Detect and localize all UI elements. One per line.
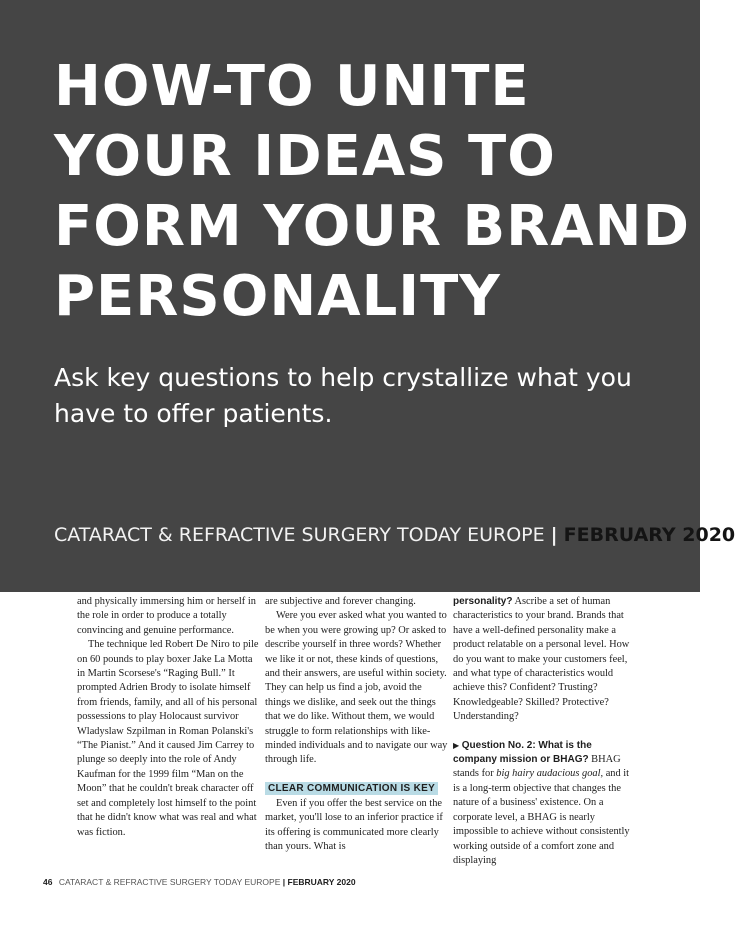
footer-publication: CATARACT & REFRACTIVE SURGERY TODAY EUROPE bbox=[58, 877, 281, 887]
title-line: YOUR IDEAS TO bbox=[54, 124, 556, 189]
paragraph-text: and it is a long-term objective that changes the nature of a business' existence. On a corporate level, a BHAG is nearly impossible to achieve without consistently working outside of a comfort zone and displaying bbox=[453, 768, 630, 866]
paragraph-text: BHAG stands for bbox=[453, 754, 621, 780]
article-subtitle: Ask key questions to help crystallize what you have to offer patients. bbox=[54, 363, 632, 428]
title-line: FORM YOUR BRAND bbox=[54, 194, 690, 259]
lead-question: personality? bbox=[453, 596, 513, 607]
publication-name: CATARACT & REFRACTIVE SURGERY TODAY EUROPE bbox=[54, 524, 545, 546]
title-line: PERSONALITY bbox=[54, 264, 501, 329]
paragraph: The technique led Robert De Niro to pile on 60 pounds to play boxer Jake La Motta in Martin Scorsese's “Raging Bull.” It prompted Adrien Brody to isolate himself from friends, family, and all of his personal possessions to play Holocaust survivor Wladyslaw Szpilman in Roman Polanski's “The Pianist.” And it caused Jim Carrey to plunge so deeply into the role of Andy Kaufman for the 1999 film “Man on the Moon” that he couldn't break character off set and completely lost himself to the point that he didn't know what was real and what was fiction. bbox=[77, 639, 259, 838]
text-column-2 bbox=[265, 595, 449, 855]
publication-line bbox=[54, 524, 735, 546]
triangle-bullet-icon: ▶ bbox=[453, 740, 460, 750]
question-heading: Question No. 2: What is the company mission or BHAG? bbox=[453, 739, 592, 766]
paragraph: Even if you offer the best service on the market, you'll lose to an inferior practice if its offering is communicated more clearly than yours. What is bbox=[265, 797, 443, 853]
publication-separator: | bbox=[550, 524, 558, 546]
text-column-1 bbox=[77, 595, 261, 840]
italic-term: big hairy audacious goal, bbox=[496, 768, 604, 780]
issue-date: FEBRUARY 2020 bbox=[563, 524, 735, 546]
paragraph: are subjective and forever changing. bbox=[265, 596, 416, 607]
text-column-3 bbox=[453, 595, 637, 868]
paragraph bbox=[453, 595, 637, 725]
footer-issue: FEBRUARY 2020 bbox=[287, 877, 356, 887]
paragraph: Were you ever asked what you wanted to be when you were growing up? Or asked to describe yourself in three words? Whether we like it or not, these kinds of questions, and their answers, are useful within society. They can help us find a job, avoid the things we dislike, and seek out the things that we do like. Without them, we would struggle to form relationships with like-minded individuals and to navigate our way through life. bbox=[265, 610, 448, 766]
footer-separator: | bbox=[282, 877, 286, 887]
page-number: 46 bbox=[43, 877, 53, 887]
title-line: HOW-TO UNITE bbox=[54, 54, 530, 119]
paragraph: and physically immersing him or herself in the role in order to produce a totally convincing and genuine performance. bbox=[77, 596, 256, 636]
article-title bbox=[54, 52, 690, 332]
question-paragraph bbox=[453, 739, 637, 869]
paragraph-text: Ascribe a set of human characteristics to your brand. Brands that have a well-defined personality make a product relatable on a personal level. How do you want to make your customers feel, and what type of characteristics would achieve this? Confident? Trusting? Knowledgeable? Skilled? Protective? Understanding? bbox=[453, 596, 630, 723]
section-subhead: CLEAR COMMUNICATION IS KEY bbox=[265, 782, 438, 795]
page-footer bbox=[43, 877, 356, 887]
